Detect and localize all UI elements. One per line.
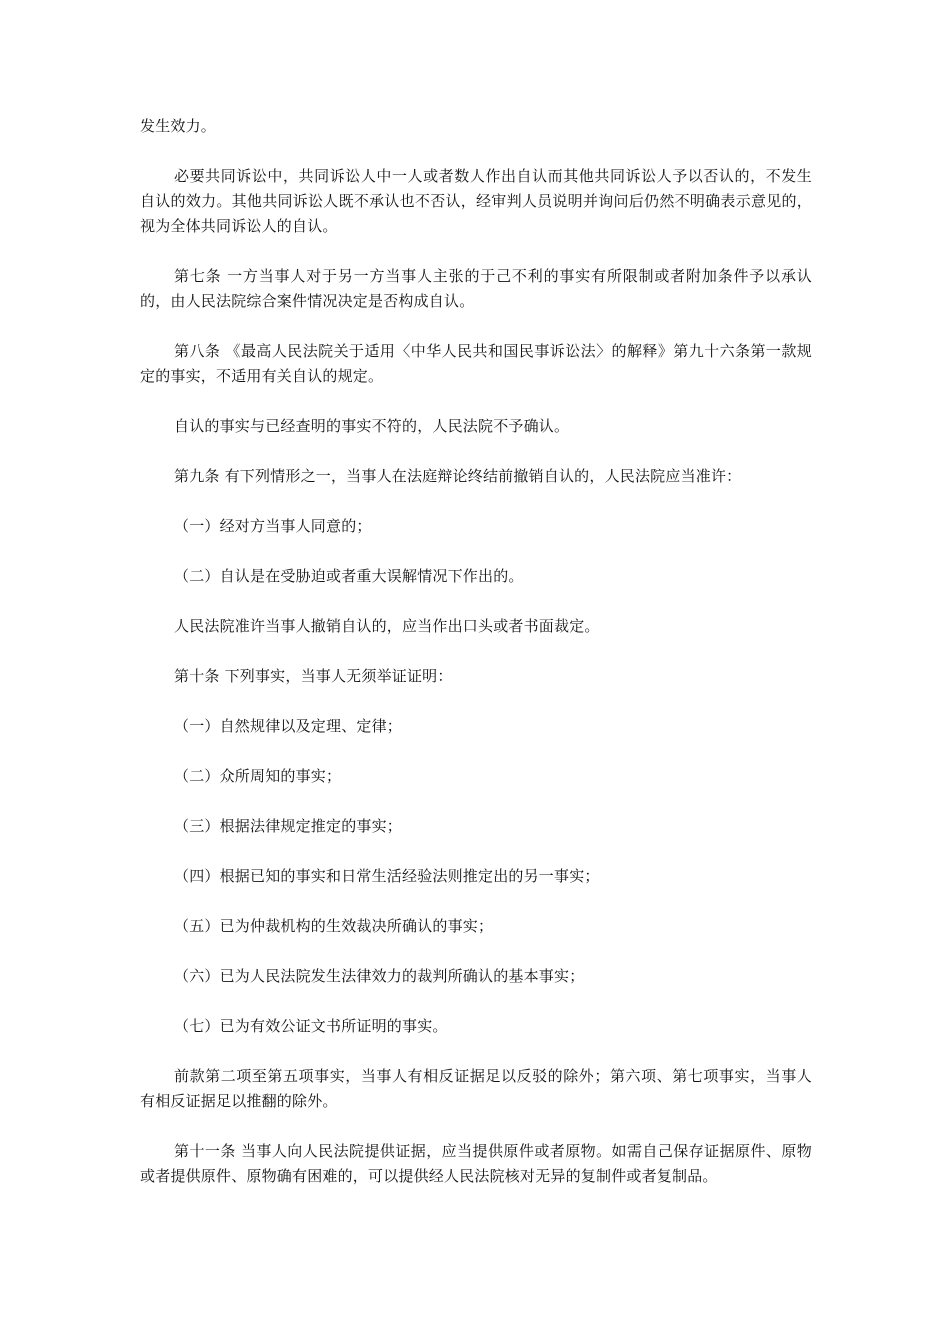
paragraph-joint-litigation: 必要共同诉讼中，共同诉讼人中一人或者数人作出自认而其他共同诉讼人予以否认的，不发生自认的效力。其他共同诉讼人既不承认也不否认，经审判人员说明并询问后仍然不明确表示意见的，视为全体共同诉讼人的自认。 bbox=[140, 167, 812, 235]
article-10: 第十条 下列事实，当事人无须举证证明： bbox=[174, 667, 453, 685]
article-10-item-3: （三）根据法律规定推定的事实； bbox=[174, 817, 403, 835]
article-11: 第十一条 当事人向人民法院提供证据，应当提供原件或者原物。如需自己保存证据原件、原物或者提供原件、原物确有困难的，可以提供经人民法院核对无异的复制件或者复制品。 bbox=[140, 1142, 812, 1185]
article-9: 第九条 有下列情形之一，当事人在法庭辩论终结前撤销自认的，人民法院应当准许： bbox=[174, 467, 742, 485]
paragraph-continuation: 发生效力。 bbox=[140, 117, 217, 135]
paragraph-not-confirmed: 自认的事实与已经查明的事实不符的，人民法院不予确认。 bbox=[174, 417, 570, 435]
article-10-item-5: （五）已为仲裁机构的生效裁决所确认的事实； bbox=[174, 917, 494, 935]
article-9-item-2: （二）自认是在受胁迫或者重大误解情况下作出的。 bbox=[174, 567, 524, 585]
article-10-item-4: （四）根据已知的事实和日常生活经验法则推定出的另一事实； bbox=[174, 867, 600, 885]
article-10-item-1: （一）自然规律以及定理、定律； bbox=[174, 717, 403, 735]
article-10-item-7: （七）已为有效公证文书所证明的事实。 bbox=[174, 1017, 448, 1035]
article-8: 第八条 《最高人民法院关于适用〈中华人民共和国民事诉讼法〉的解释》第九十六条第一款规定的事实，不适用有关自认的规定。 bbox=[140, 342, 812, 385]
document-body bbox=[140, 114, 812, 1189]
article-10-item-2: （二）众所周知的事实； bbox=[174, 767, 342, 785]
article-9-item-1: （一）经对方当事人同意的； bbox=[174, 517, 372, 535]
article-7: 第七条 一方当事人对于另一方当事人主张的于己不利的事实有所限制或者附加条件予以承认的，由人民法院综合案件情况决定是否构成自认。 bbox=[140, 267, 812, 310]
paragraph-ruling: 人民法院准许当事人撤销自认的，应当作出口头或者书面裁定。 bbox=[174, 617, 600, 635]
article-10-item-6: （六）已为人民法院发生法律效力的裁判所确认的基本事实； bbox=[174, 967, 585, 985]
paragraph-exceptions: 前款第二项至第五项事实，当事人有相反证据足以反驳的除外；第六项、第七项事实，当事人有相反证据足以推翻的除外。 bbox=[140, 1067, 812, 1110]
